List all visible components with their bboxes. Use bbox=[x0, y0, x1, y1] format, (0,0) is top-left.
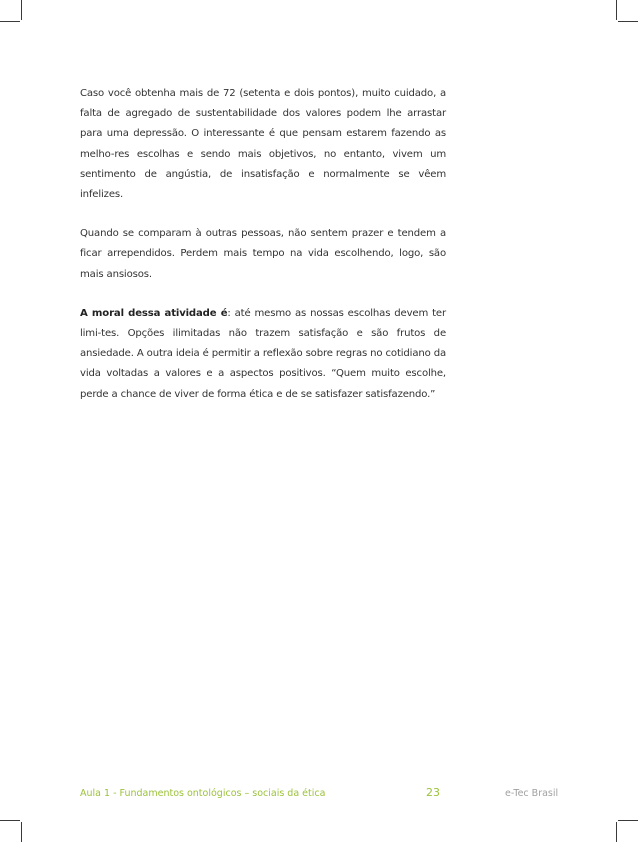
crop-mark bbox=[0, 820, 20, 821]
footer-lesson-title: Aula 1 - Fundamentos ontológicos – sociais da ética bbox=[80, 788, 326, 799]
paragraph-text: Quando se comparam à outras pessoas, não sentem prazer e tendem a ficar arrependidos. Perdem mais tempo na vida escolhendo, logo, são mais ansiosos. bbox=[80, 228, 446, 280]
crop-mark bbox=[21, 822, 22, 842]
crop-mark bbox=[21, 0, 22, 20]
paragraph-text: Caso você obtenha mais de 72 (setenta e dois pontos), muito cuidado, a falta de agregado de sustentabilidade dos valores podem lhe arrastar para uma depressão. O interessante é que pensam estarem fazendo as melho-res escolhas e sendo mais objetivos, no entanto, vivem um sentimento de angústia, de insatisfação e normalmente se vêem infelizes. bbox=[80, 88, 446, 201]
page-number: 23 bbox=[426, 786, 440, 799]
crop-mark bbox=[616, 0, 617, 20]
paragraph-comparison bbox=[80, 224, 446, 285]
crop-mark bbox=[0, 21, 20, 22]
paragraph-score-warning bbox=[80, 84, 446, 205]
paragraph-text: : até mesmo as nossas escolhas devem ter limi-tes. Opções ilimitadas não trazem satisfação e são frutos de ansiedade. A outra ideia é permitir a reflexão sobre regras no cotidiano da vida voltadas a valores e a aspectos positivos. “Quem muito escolhe, perde a chance de viver de forma ética e de se satisfazer satisfazendo.” bbox=[80, 307, 446, 400]
body-text bbox=[80, 84, 446, 424]
crop-mark bbox=[618, 820, 638, 821]
crop-mark bbox=[616, 822, 617, 842]
footer-brand: e-Tec Brasil bbox=[505, 788, 559, 799]
paragraph-moral bbox=[80, 304, 446, 405]
crop-mark bbox=[618, 21, 638, 22]
moral-lead: A moral dessa atividade é bbox=[80, 307, 228, 319]
